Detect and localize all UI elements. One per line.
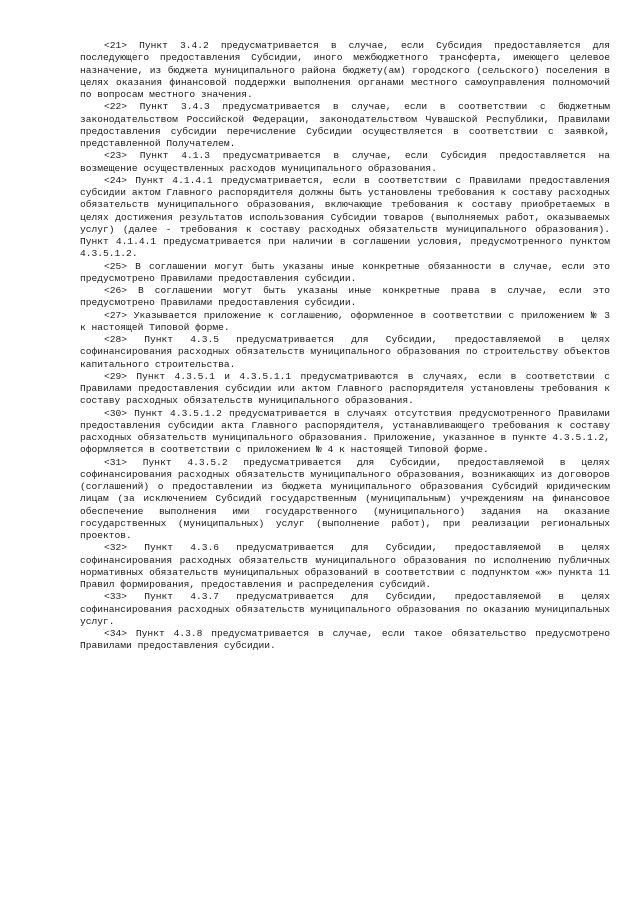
footnote-ref: <32>: [104, 542, 128, 554]
footnote-text: Пункт 3.4.3 предусматривается в случае, если в соответствии с бюджетным законодательством Российской Федерации, законодательством Чувашской Республики, Правилами предоставления субсидии перечисление Субсидии осуществляется в соответствии с заявкой, представленной Получателем.: [80, 101, 610, 149]
footnote-31: [80, 457, 610, 543]
footnote-text: Пункт 4.3.7 предусматривается для Субсидии, предоставляемой в целях софинансирования расходных обязательств муниципального образования по оказанию муниципальных услуг.: [80, 591, 611, 627]
footnote-24: [80, 175, 610, 261]
footnote-text: Пункт 4.3.5.1 и 4.3.5.1.1 предусматриваются в случаях, если в соответствии с Правилами предоставления субсидии или актом Главного распорядителя установлены требования к составу расходных обязательств муниципального образования.: [80, 370, 611, 407]
footnote-ref: <29>: [104, 370, 128, 382]
footnote-text: Пункт 4.1.3 предусматривается в случае, если Субсидия предоставляется на возмещение осуществленных расходов муниципального образования.: [80, 150, 610, 174]
footnote-text: Указывается приложение к соглашению, оформленное в соответствии с приложением № 3 к настоящей Типовой форме.: [80, 309, 610, 333]
footnote-25: [80, 261, 610, 286]
footnote-21: [80, 40, 610, 101]
footnote-text: В соглашении могут быть указаны иные конкретные обязанности в случае, если это предусмотрено Правилами предоставления субсидии.: [80, 260, 610, 284]
footnote-text: В соглашении могут быть указаны иные конкретные права в случае, если это предусмотрено Правилами предоставления субсидии.: [80, 285, 610, 309]
footnote-26: [80, 285, 610, 310]
footnote-ref: <28>: [104, 334, 128, 345]
footnote-text: Пункт 4.3.8 предусматривается в случае, если такое обязательство предусмотрено Правилами предоставления субсидии.: [80, 628, 610, 652]
footnote-ref: <33>: [104, 591, 128, 603]
footnote-27: [80, 310, 610, 335]
footnotes-section: [80, 40, 610, 653]
footnote-30: [80, 408, 610, 457]
footnote-23: [80, 150, 610, 175]
footnote-22: [80, 101, 610, 150]
footnote-text: Пункт 4.3.5 предусматривается для Субсидии, предоставляемой в целях софинансирования расходных обязательств муниципального образования по строительству объектов капитального строительства.: [80, 334, 611, 370]
footnote-text: Пункт 3.4.2 предусматривается в случае, если Субсидия предоставляется для последующего предоставления Субсидии, иного межбюджетного трансферта, имеющего целевое назначение, из бюджета муниципального района бюджету(ам) городского (сельского) поселения в целях оказания финансовой поддержки выполнения органами местного самоуправления полномочий по вопросам местного значения.: [80, 40, 610, 100]
footnote-text: Пункт 4.3.5.1.2 предусматривается в случаях отсутствия предусмотренного Правилами предоставления субсидии акта Главного распорядителя, устанавливающего требования к составу расходных обязательств муниципального образования. Приложение, указанное в пункте 4.3.5.1.2, оформляется в соответствии с приложением № 4 к настоящей Типовой форме.: [80, 407, 610, 456]
footnote-28: [80, 334, 610, 371]
footnote-33: [80, 591, 610, 628]
footnote-29: [80, 371, 610, 408]
footnote-text: Пункт 4.1.4.1 предусматривается, если в соответствии с Правилами предоставления субсидии актом Главного распорядителя должны быть установлены требования к составу расходных обязательств муниципального образования, включающие требования к составу приобретаемых в целях достижения результатов использования Субсидии товаров (выполняемых работ, оказываемых услуг) (далее - требования к составу расходных обязательств муниципального образования). Пункт 4.1.4.1 предусматривается при наличии в соглашении условия, предусмотренного пунктом 4.3.5.1.2.: [80, 174, 610, 260]
footnote-ref: <23>: [104, 150, 128, 162]
footnote-ref: <31>: [104, 456, 128, 468]
footnote-ref: <21>: [104, 40, 128, 51]
footnote-text: Пункт 4.3.5.2 предусматривается для Субсидии, предоставляемой в целях софинансирования расходных обязательств муниципального образования, возникающих из договоров (соглашений) о предоставлении из бюджета муниципального образования Субсидий юридическим лицам (за исключением Субсидий государственным (муниципальным) учреждениям на финансовое обеспечение выполнения ими государственного (муниципального) задания на оказание государственных (муниципальных) услуг (выполнение работ), при реализации региональных проектов.: [80, 456, 611, 541]
footnote-ref: <25>: [104, 260, 128, 272]
footnote-ref: <27>: [104, 309, 128, 321]
footnote-ref: <34>: [104, 628, 128, 639]
footnote-ref: <30>: [104, 407, 128, 419]
footnote-ref: <22>: [104, 101, 128, 113]
footnote-32: [80, 542, 610, 591]
footnote-ref: <26>: [104, 285, 128, 296]
footnote-ref: <24>: [104, 174, 128, 186]
footnote-text: Пункт 4.3.6 предусматривается для Субсидии, предоставляемой в целях софинансирования расходных обязательств муниципального образования по исполнению публичных нормативных обязательств муниципальных образований в соответствии с подпунктом «ж» пункта 11 Правил формирования, предоставления и распределения субсидий.: [80, 542, 611, 590]
footnote-34: [80, 628, 610, 653]
